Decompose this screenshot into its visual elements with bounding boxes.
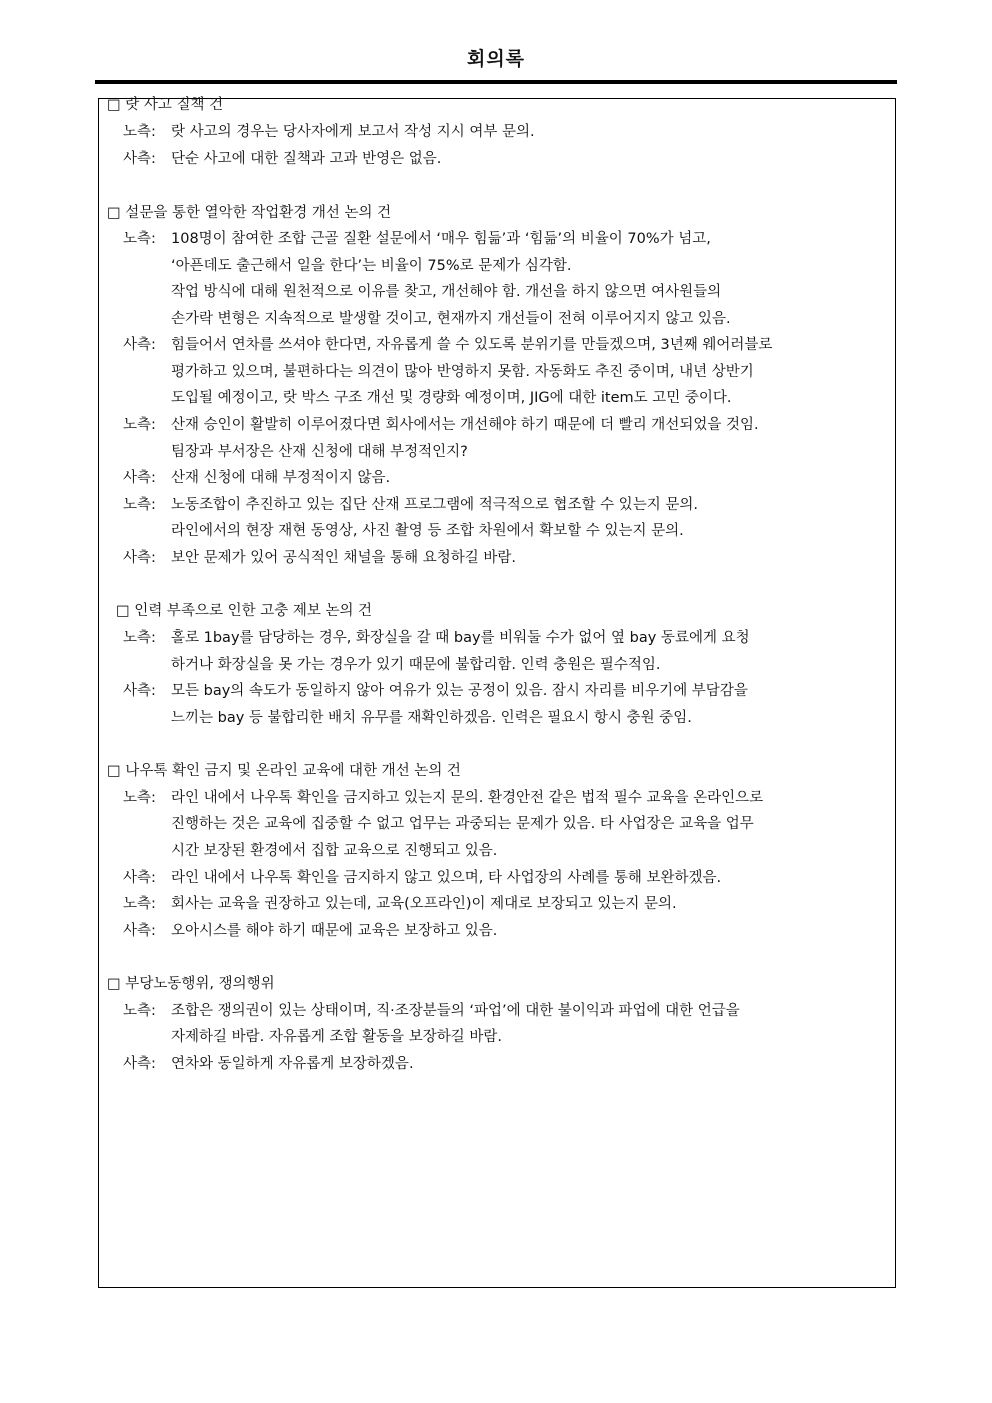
speaker-label: 사측: xyxy=(123,337,156,353)
speaker-label: 사측: xyxy=(123,1056,156,1072)
title-underline xyxy=(95,80,897,84)
statement-text: 모든 bay의 속도가 동일하지 않아 여유가 있는 공정이 있음. 잠시 자리를 비우기에 부담감을 xyxy=(171,683,748,699)
statement-text: 연차와 동일하게 자유롭게 보장하겠음. xyxy=(171,1056,414,1072)
speaker-label: 노측: xyxy=(123,124,156,140)
statement-text: 랏 사고의 경우는 당사자에게 보고서 작성 지시 여부 문의. xyxy=(171,124,535,140)
statement-text: 산재 신청에 대해 부정적이지 않음. xyxy=(171,470,391,486)
statement-text: 작업 방식에 대해 원천적으로 이유를 찾고, 개선해야 함. 개선을 하지 않으면 여사원들의 xyxy=(171,284,722,300)
statement-text: 느끼는 bay 등 불합리한 배치 유무를 재확인하겠음. 인력은 필요시 항시 충원 중임. xyxy=(171,710,692,726)
section-heading: □ 나우톡 확인 금지 및 온라인 교육에 대한 개선 논의 건 xyxy=(107,763,461,779)
statement-text: 진행하는 것은 교육에 집중할 수 없고 업무는 과중되는 문제가 있음. 타 사업장은 교육을 업무 xyxy=(171,816,754,832)
section-heading: □ 부당노동행위, 쟁의행위 xyxy=(107,976,275,992)
statement-text: 조합은 쟁의권이 있는 상태이며, 직·조장분들의 ‘파업’에 대한 불이익과 파업에 대한 언급을 xyxy=(171,1003,740,1019)
statement-text: 힘들어서 연차를 쓰셔야 한다면, 자유롭게 쓸 수 있도록 분위기를 만들겠으며, 3년째 웨어러블로 xyxy=(171,337,773,353)
statement-text: 보안 문제가 있어 공식적인 채널을 통해 요청하길 바람. xyxy=(171,550,517,566)
speaker-label: 사측: xyxy=(123,470,156,486)
speaker-label: 노측: xyxy=(123,231,156,247)
speaker-label: 사측: xyxy=(123,550,156,566)
statement-text: 단순 사고에 대한 질책과 고과 반영은 없음. xyxy=(171,151,442,167)
speaker-label: 사측: xyxy=(123,683,156,699)
statement-text: ‘아픈데도 출근해서 일을 한다’는 비율이 75%로 문제가 심각함. xyxy=(171,258,572,274)
statement-text: 팀장과 부서장은 산재 신청에 대해 부정적인지? xyxy=(171,444,468,460)
section-heading: □ 설문을 통한 열악한 작업환경 개선 논의 건 xyxy=(107,205,392,221)
statement-text: 시간 보장된 환경에서 집합 교육으로 진행되고 있음. xyxy=(171,843,498,859)
statement-text: 하거나 화장실을 못 가는 경우가 있기 때문에 불합리함. 인력 충원은 필수적임. xyxy=(171,657,661,673)
statement-text: 오아시스를 해야 하기 때문에 교육은 보장하고 있음. xyxy=(171,923,498,939)
statement-text: 평가하고 있으며, 불편하다는 의견이 많아 반영하지 못함. 자동화도 추진 중이며, 내년 상반기 xyxy=(171,364,754,380)
statement-text: 자제하길 바람. 자유롭게 조합 활동을 보장하길 바람. xyxy=(171,1029,503,1045)
statement-text: 홀로 1bay를 담당하는 경우, 화장실을 갈 때 bay를 비워둘 수가 없어 옆 bay 동료에게 요청 xyxy=(171,630,750,646)
statement-text: 라인에서의 현장 재현 동영상, 사진 촬영 등 조합 차원에서 확보할 수 있는지 문의. xyxy=(171,523,684,539)
minutes-box xyxy=(98,98,896,1288)
speaker-label: 노측: xyxy=(123,497,156,513)
statement-text: 라인 내에서 나우톡 확인을 금지하고 있는지 문의. 환경안전 같은 법적 필수 교육을 온라인으로 xyxy=(171,790,764,806)
speaker-label: 노측: xyxy=(123,1003,156,1019)
speaker-label: 사측: xyxy=(123,870,156,886)
speaker-label: 사측: xyxy=(123,923,156,939)
statement-text: 도입될 예정이고, 랏 박스 구조 개선 및 경량화 예정이며, JIG에 대한 item도 고민 중이다. xyxy=(171,390,732,406)
section-heading: □ 랏 사고 질책 건 xyxy=(107,97,224,113)
document-title: 회의록 xyxy=(466,48,526,70)
speaker-label: 노측: xyxy=(123,790,156,806)
statement-text: 손가락 변형은 지속적으로 발생할 것이고, 현재까지 개선들이 전혀 이루어지지 않고 있음. xyxy=(171,311,731,327)
statement-text: 노동조합이 추진하고 있는 집단 산재 프로그램에 적극적으로 협조할 수 있는지 문의. xyxy=(171,497,698,513)
statement-text: 라인 내에서 나우톡 확인을 금지하지 않고 있으며, 타 사업장의 사례를 통해 보완하겠음. xyxy=(171,870,722,886)
speaker-label: 노측: xyxy=(123,417,156,433)
speaker-label: 노측: xyxy=(123,896,156,912)
statement-text: 회사는 교육을 권장하고 있는데, 교육(오프라인)이 제대로 보장되고 있는지 문의. xyxy=(171,896,677,912)
section-heading: □ 인력 부족으로 인한 고충 제보 논의 건 xyxy=(116,603,373,619)
statement-text: 108명이 참여한 조합 근골 질환 설문에서 ‘매우 힘듦’과 ‘힘듦’의 비율이 70%가 넘고, xyxy=(171,231,711,247)
statement-text: 산재 승인이 활발히 이루어졌다면 회사에서는 개선해야 하기 때문에 더 빨리 개선되었을 것임. xyxy=(171,417,759,433)
speaker-label: 사측: xyxy=(123,151,156,167)
speaker-label: 노측: xyxy=(123,630,156,646)
